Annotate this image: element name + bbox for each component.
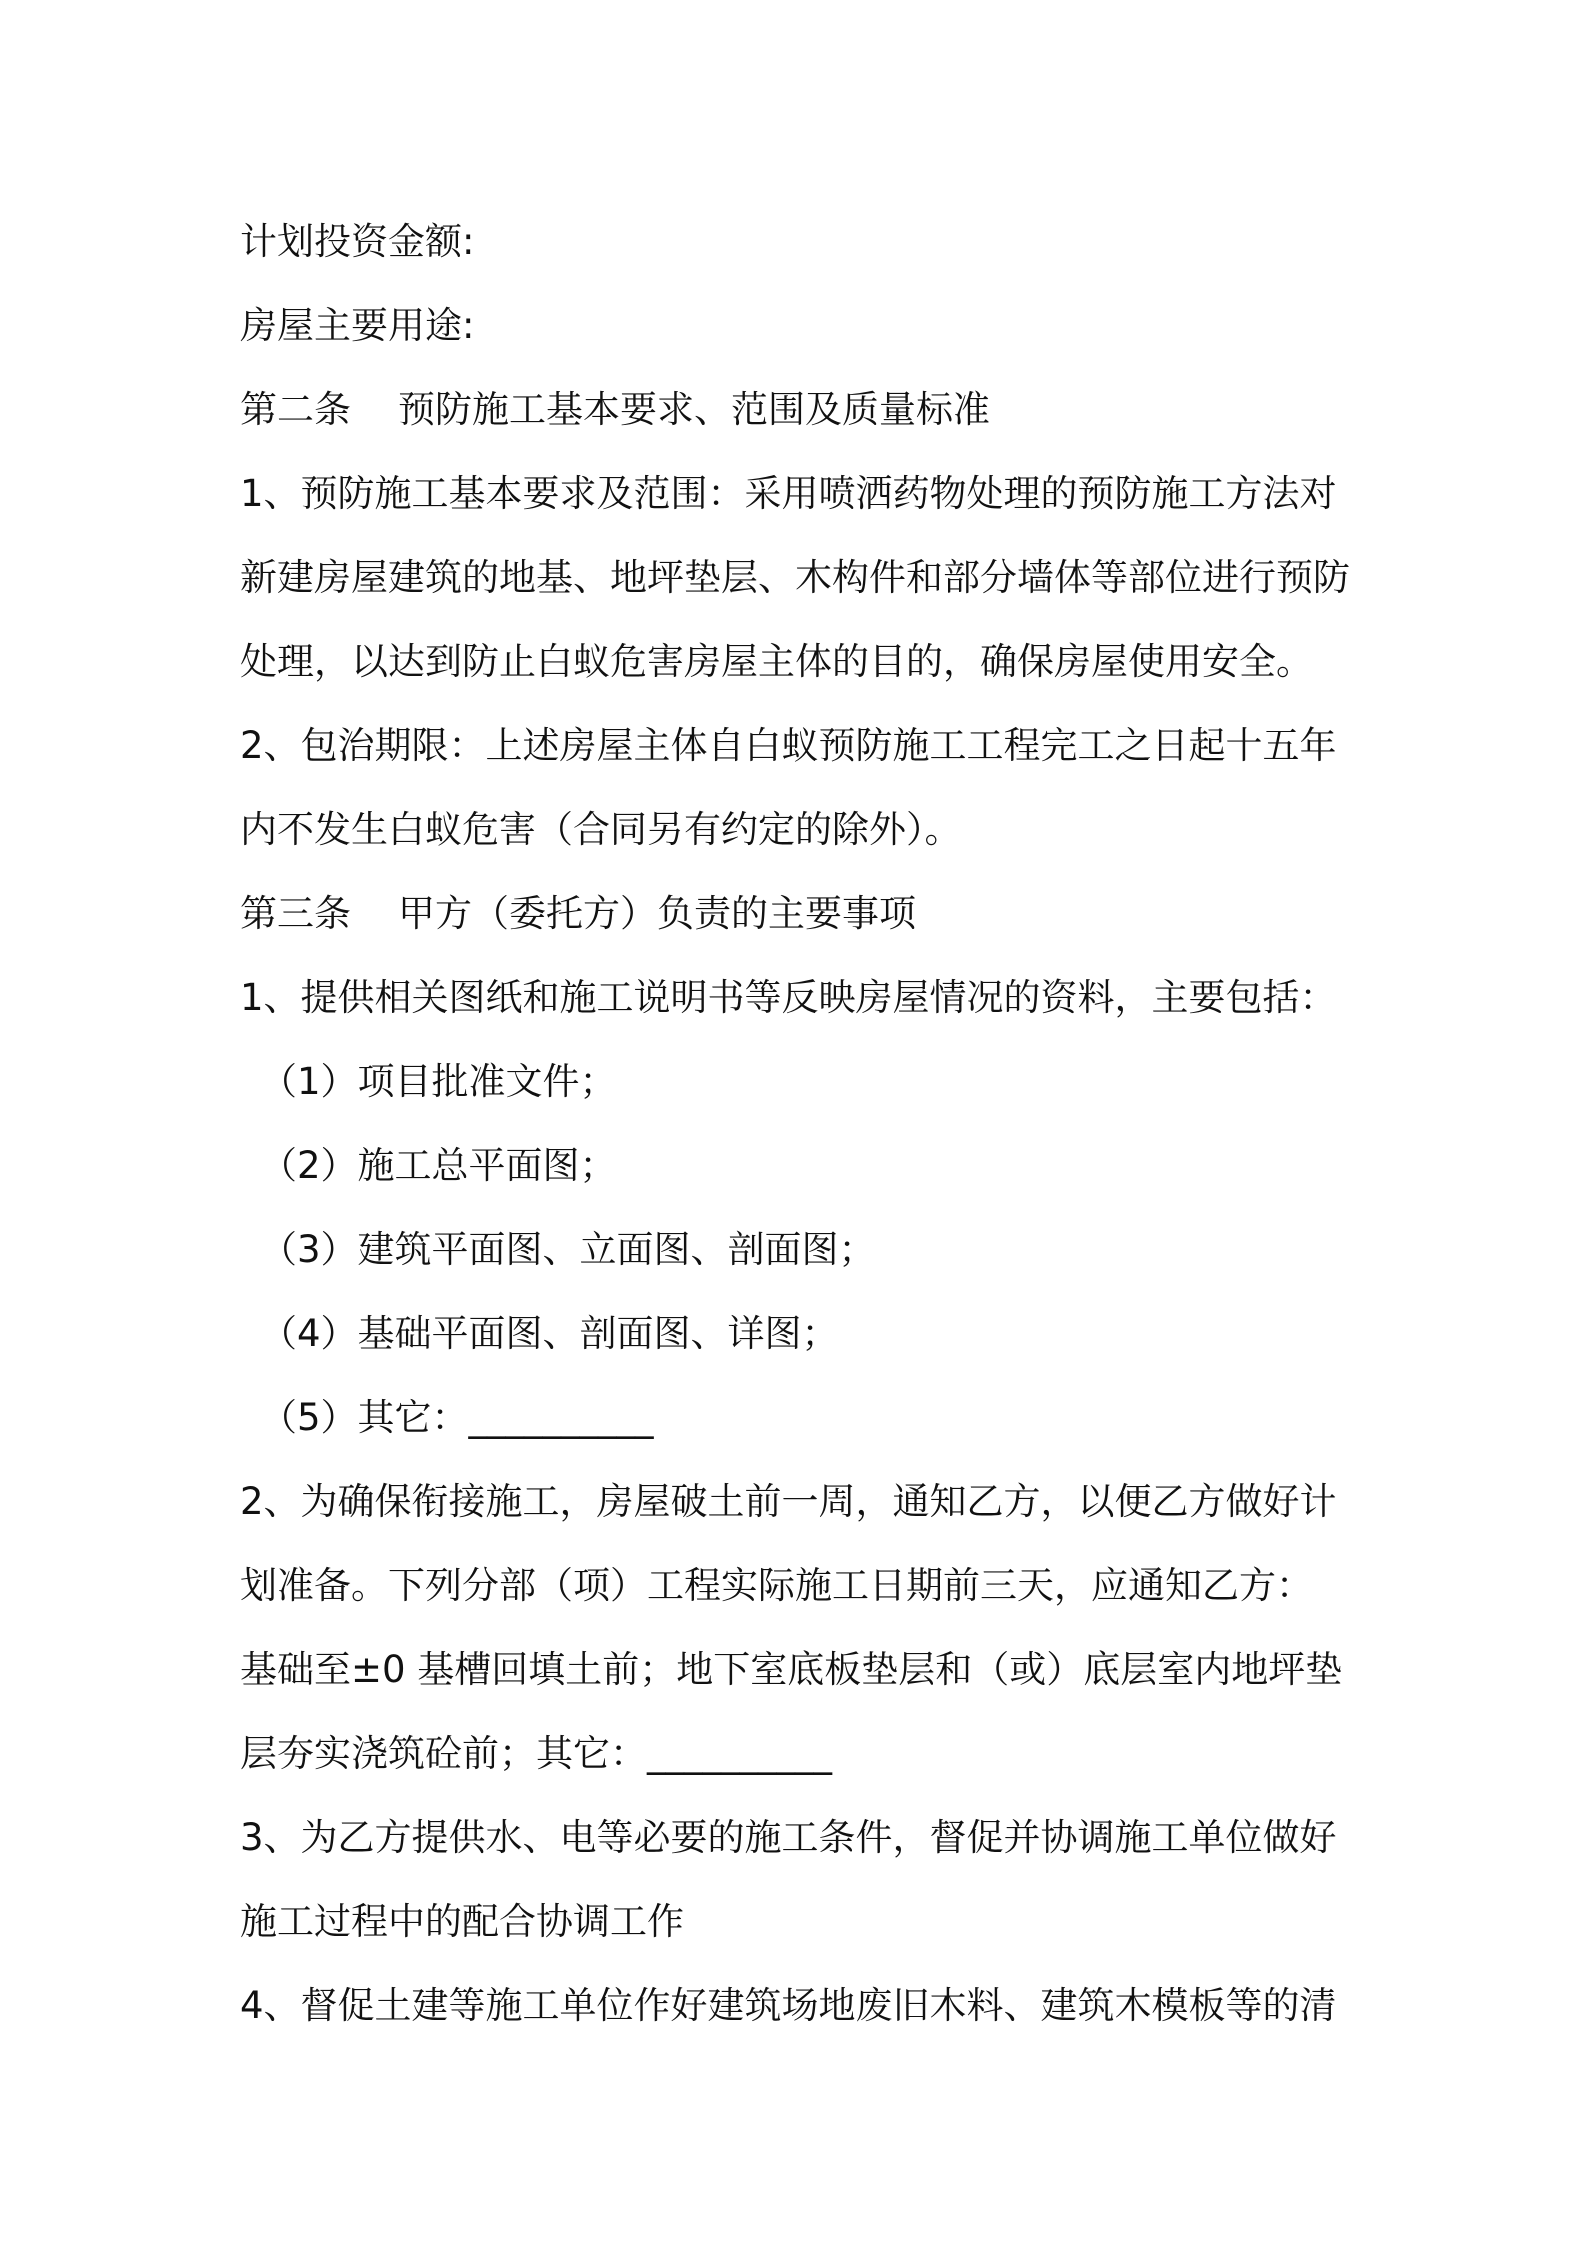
list-item: （1）项目批准文件；	[260, 1060, 617, 1103]
paragraph-line: 2、为确保衔接施工，房屋破土前一周，通知乙方，以便乙方做好计	[240, 1480, 1337, 1523]
field-investment-amount: 计划投资金额:	[240, 220, 475, 263]
paragraph-line: 1、提供相关图纸和施工说明书等反映房屋情况的资料，主要包括：	[240, 976, 1337, 1019]
paragraph-line: 施工过程中的配合协调工作	[240, 1900, 684, 1943]
list-item: （4）基础平面图、剖面图、详图；	[260, 1312, 839, 1355]
article-3-heading: 第三条 甲方（委托方）负责的主要事项	[240, 892, 917, 935]
article-2-heading: 第二条 预防施工基本要求、范围及质量标准	[240, 388, 991, 431]
paragraph-line: 新建房屋建筑的地基、地坪垫层、木构件和部分墙体等部位进行预防	[240, 556, 1350, 599]
list-item: （3）建筑平面图、立面图、剖面图；	[260, 1228, 876, 1271]
paragraph-line: 内不发生白蚁危害（合同另有约定的除外）。	[240, 808, 962, 851]
document-body	[240, 200, 1370, 2048]
paragraph-line: 划准备。下列分部（项）工程实际施工日期前三天，应通知乙方：	[240, 1564, 1313, 1607]
paragraph-line: 4、督促土建等施工单位作好建筑场地废旧木料、建筑木模板等的清	[240, 1984, 1337, 2027]
list-item: （5）其它：__________	[260, 1396, 654, 1439]
paragraph-line: 1、预防施工基本要求及范围：采用喷洒药物处理的预防施工方法对	[240, 472, 1337, 515]
paragraph-line: 层夯实浇筑砼前；其它：__________	[240, 1732, 832, 1775]
paragraph-line: 3、为乙方提供水、电等必要的施工条件，督促并协调施工单位做好	[240, 1816, 1337, 1859]
field-house-usage: 房屋主要用途:	[240, 304, 475, 347]
paragraph-line: 2、包治期限：上述房屋主体自白蚁预防施工工程完工之日起十五年	[240, 724, 1337, 767]
paragraph-line: 基础至±0 基槽回填土前；地下室底板垫层和（或）底层室内地坪垫	[240, 1648, 1343, 1691]
paragraph-line: 处理，以达到防止白蚁危害房屋主体的目的，确保房屋使用安全。	[240, 640, 1313, 683]
list-item: （2）施工总平面图；	[260, 1144, 617, 1187]
